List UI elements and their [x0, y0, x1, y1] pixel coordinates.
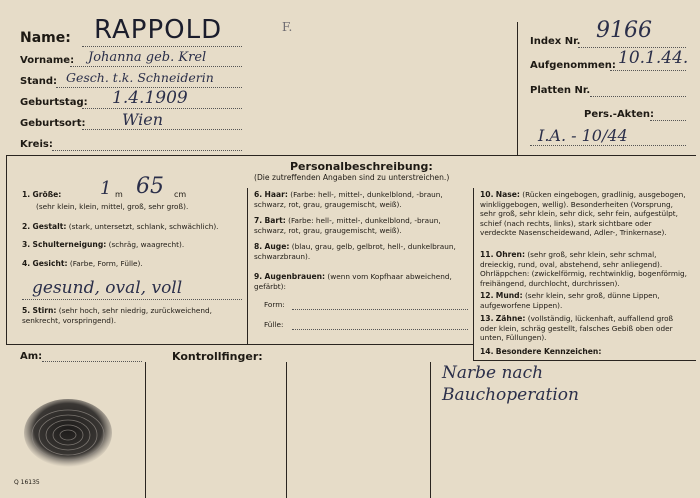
item-gestalt: 2. Gestalt: (stark, untersetzt, schlank, schwächlich). — [22, 222, 219, 231]
vorname-value: Johanna geb. Krel — [88, 50, 207, 65]
fuelle-label: Fülle: — [264, 320, 284, 329]
brauen-opts: (wenn vom Kopfhaar abweichend, gefärbt): — [254, 272, 452, 291]
zaehne-label: Zähne: — [495, 314, 526, 323]
haar-opts: (Farbe: hell-, mittel-, dunkelblond, -braun, schwarz, rot, grau, graugemischt, weiß). — [254, 190, 443, 209]
akten-line — [650, 120, 686, 121]
rule-finger2 — [286, 362, 287, 498]
nase-opts: (Rücken eingebogen, gradlinig, ausgebogen, winkliggebogen, wellig). Besonderheiten (Vorsprung, sehr groß, sehr klein, sehr dick, sehr fein, aufgestülpt, schief (nach rechts, links), stark sichtbare oder verdeckte Nasenscheidewand, Adler-, Trinkernase). — [480, 190, 686, 238]
geburtstag-line — [82, 108, 242, 109]
haar-label: Haar: — [264, 190, 288, 199]
item-nase: 10. Nase: (Rücken eingebogen, gradlinig, ausgebogen, winkliggebogen, wellig). Besonderheiten (Vorsprung, sehr groß, sehr klein, sehr dick, sehr fein, aufgestülpt, schief (nach rechts, links), stark sichtbare oder verdeckte Nasenscheidewand, Adler-, Trinkernase). — [480, 190, 686, 238]
item-kennz: 14. Besondere Kennzeichen: — [480, 347, 602, 356]
gesicht-label: Gesicht: — [32, 259, 68, 268]
aufgenommen-line — [610, 70, 686, 71]
stirn-label: Stirn: — [32, 306, 57, 315]
gesicht-opts: (Farbe, Form, Fülle). — [69, 259, 143, 268]
akten-value: I.A. - 10/44 — [538, 126, 628, 145]
zaehne-opts: (vollständig, lückenhaft, auffallend groß oder klein, schräg gestellt, falsches Gebiß oben oder unten, Füllungen). — [480, 314, 674, 343]
akten-line-2 — [530, 145, 686, 146]
schulter-opts: (schräg, waagrecht). — [108, 240, 185, 249]
am-label: Am: — [20, 351, 43, 362]
kennz-label: Besondere Kennzeichen: — [495, 347, 602, 356]
stirn-opts: (sehr hoch, sehr niedrig, zurückweichend, senkrecht, vorspringend). — [22, 306, 212, 325]
form-code: Q 16135 — [14, 479, 40, 486]
geburtsort-line — [82, 129, 242, 130]
groesse-cm-unit: cm — [174, 190, 187, 199]
schulter-label: Schulterneigung: — [32, 240, 107, 249]
geburtstag-value: 1.4.1909 — [112, 88, 188, 108]
platten-line — [590, 96, 686, 97]
auge-label: Auge: — [264, 242, 290, 251]
gestalt-label: Gestalt: — [32, 222, 67, 231]
item-auge: 8. Auge: (blau, grau, gelb, gelbrot, hell-, dunkelbraun, schwarzbraun). — [254, 242, 456, 261]
ohren-opts: (sehr groß, sehr klein, sehr schmal, dreieckig, rund, oval, abstehend, sehr anliegend). Ohrläppchen: (zwickelförmig, rechtwinklig, bogenförmig, freihängend, durchlocht, durchrissen). — [480, 250, 687, 288]
aufgenommen-label: Aufgenommen: — [530, 60, 616, 71]
mund-opts: (sehr klein, sehr groß, dünne Lippen, aufgeworfene Lippen). — [480, 291, 660, 310]
item-gesicht: 4. Gesicht: (Farbe, Form, Fülle). — [22, 259, 143, 268]
mund-label: Mund: — [495, 291, 523, 300]
index-label: Index Nr. — [530, 36, 581, 47]
item-ohren: 11. Ohren: (sehr groß, sehr klein, sehr schmal, dreieckig, rund, oval, abstehend, sehr anliegend). Ohrläppchen: (zwickelförmig, rechtwinklig, bogenförmig, freihängend, durchlocht, durchrissen). — [480, 250, 687, 288]
fuelle-line — [292, 329, 468, 330]
groesse-cm-value: 65 — [136, 174, 164, 199]
item-brauen: 9. Augenbrauen: (wenn vom Kopfhaar abweichend, gefärbt): — [254, 272, 452, 291]
item-stirn: 5. Stirn: (sehr hoch, sehr niedrig, zurückweichend, senkrecht, vorspringend). — [22, 306, 212, 325]
personal-title: Personalbeschreibung: — [290, 160, 433, 173]
groesse-m-value: 1 — [100, 178, 112, 199]
rule-kennz — [473, 360, 696, 361]
name-line — [82, 46, 242, 47]
aufgenommen-value: 10.1.44. — [618, 48, 689, 68]
name-value: RAPPOLD — [94, 15, 223, 45]
item-zaehne: 13. Zähne: (vollständig, lückenhaft, auffallend groß oder klein, schräg gestellt, falsches Gebiß oben oder unten, Füllungen). — [480, 314, 674, 343]
am-line — [42, 361, 142, 362]
rule-col1 — [247, 188, 248, 345]
rule-left-edge — [6, 155, 7, 345]
fingerprint-image — [22, 395, 114, 475]
index-value: 9166 — [596, 18, 652, 43]
auge-opts: (blau, grau, gelb, gelbrot, hell-, dunkelbraun, schwarzbraun). — [254, 242, 456, 261]
vorname-label: Vorname: — [20, 55, 75, 66]
f-mark: F. — [282, 20, 293, 34]
akten-label: Pers.-Akten: — [584, 109, 655, 120]
kreis-line — [52, 150, 242, 151]
form-line — [292, 309, 468, 310]
kreis-label: Kreis: — [20, 139, 53, 150]
name-label: Name: — [20, 30, 71, 46]
geburtsort-label: Geburtsort: — [20, 118, 86, 129]
vorname-line — [70, 66, 242, 67]
rule-finger1 — [145, 362, 146, 498]
brauen-label: Augenbrauen: — [264, 272, 326, 281]
item-bart: 7. Bart: (Farbe: hell-, mittel-, dunkelblond, -braun, schwarz, rot, grau, graugemischt, weiß). — [254, 216, 441, 235]
rule-col2 — [473, 188, 474, 360]
stand-value: Gesch. t.k. Schneiderin — [66, 70, 214, 85]
rule-header-bottom — [6, 155, 696, 156]
groesse-m-unit: m — [115, 190, 123, 199]
bart-opts: (Farbe: hell-, mittel-, dunkelblond, -braun, schwarz, rot, grau, graugemischt, weiß). — [254, 216, 441, 235]
gestalt-opts: (stark, untersetzt, schlank, schwächlich). — [68, 222, 219, 231]
gesicht-value: gesund, oval, voll — [32, 278, 183, 298]
rule-header-divider — [517, 22, 518, 155]
nase-label: Nase: — [495, 190, 520, 199]
platten-label: Platten Nr. — [530, 85, 591, 96]
groesse-label: Größe: — [32, 190, 62, 199]
rule-finger3 — [430, 362, 431, 498]
item-mund: 12. Mund: (sehr klein, sehr groß, dünne Lippen, aufgeworfene Lippen). — [480, 291, 660, 310]
item-groesse: 1. Größe: — [22, 190, 62, 199]
groesse-opts: (sehr klein, klein, mittel, groß, sehr groß). — [36, 202, 189, 211]
geburtsort-value: Wien — [122, 110, 164, 129]
personal-subtitle: (Die zutreffenden Angaben sind zu unterstreichen.) — [254, 173, 450, 182]
form-label: Form: — [264, 300, 285, 309]
rule-mid — [6, 344, 473, 345]
geburtstag-label: Geburtstag: — [20, 97, 88, 108]
gesicht-line — [22, 299, 242, 300]
item-haar: 6. Haar: (Farbe: hell-, mittel-, dunkelblond, -braun, schwarz, rot, grau, graugemischt, weiß). — [254, 190, 443, 209]
bart-label: Bart: — [264, 216, 286, 225]
stand-label: Stand: — [20, 76, 58, 87]
kontroll-label: Kontrollfinger: — [172, 350, 263, 363]
item-schulter: 3. Schulterneigung: (schräg, waagrecht). — [22, 240, 185, 249]
kennz-value: Narbe nach Bauchoperation — [442, 363, 579, 405]
ohren-label: Ohren: — [495, 250, 525, 259]
